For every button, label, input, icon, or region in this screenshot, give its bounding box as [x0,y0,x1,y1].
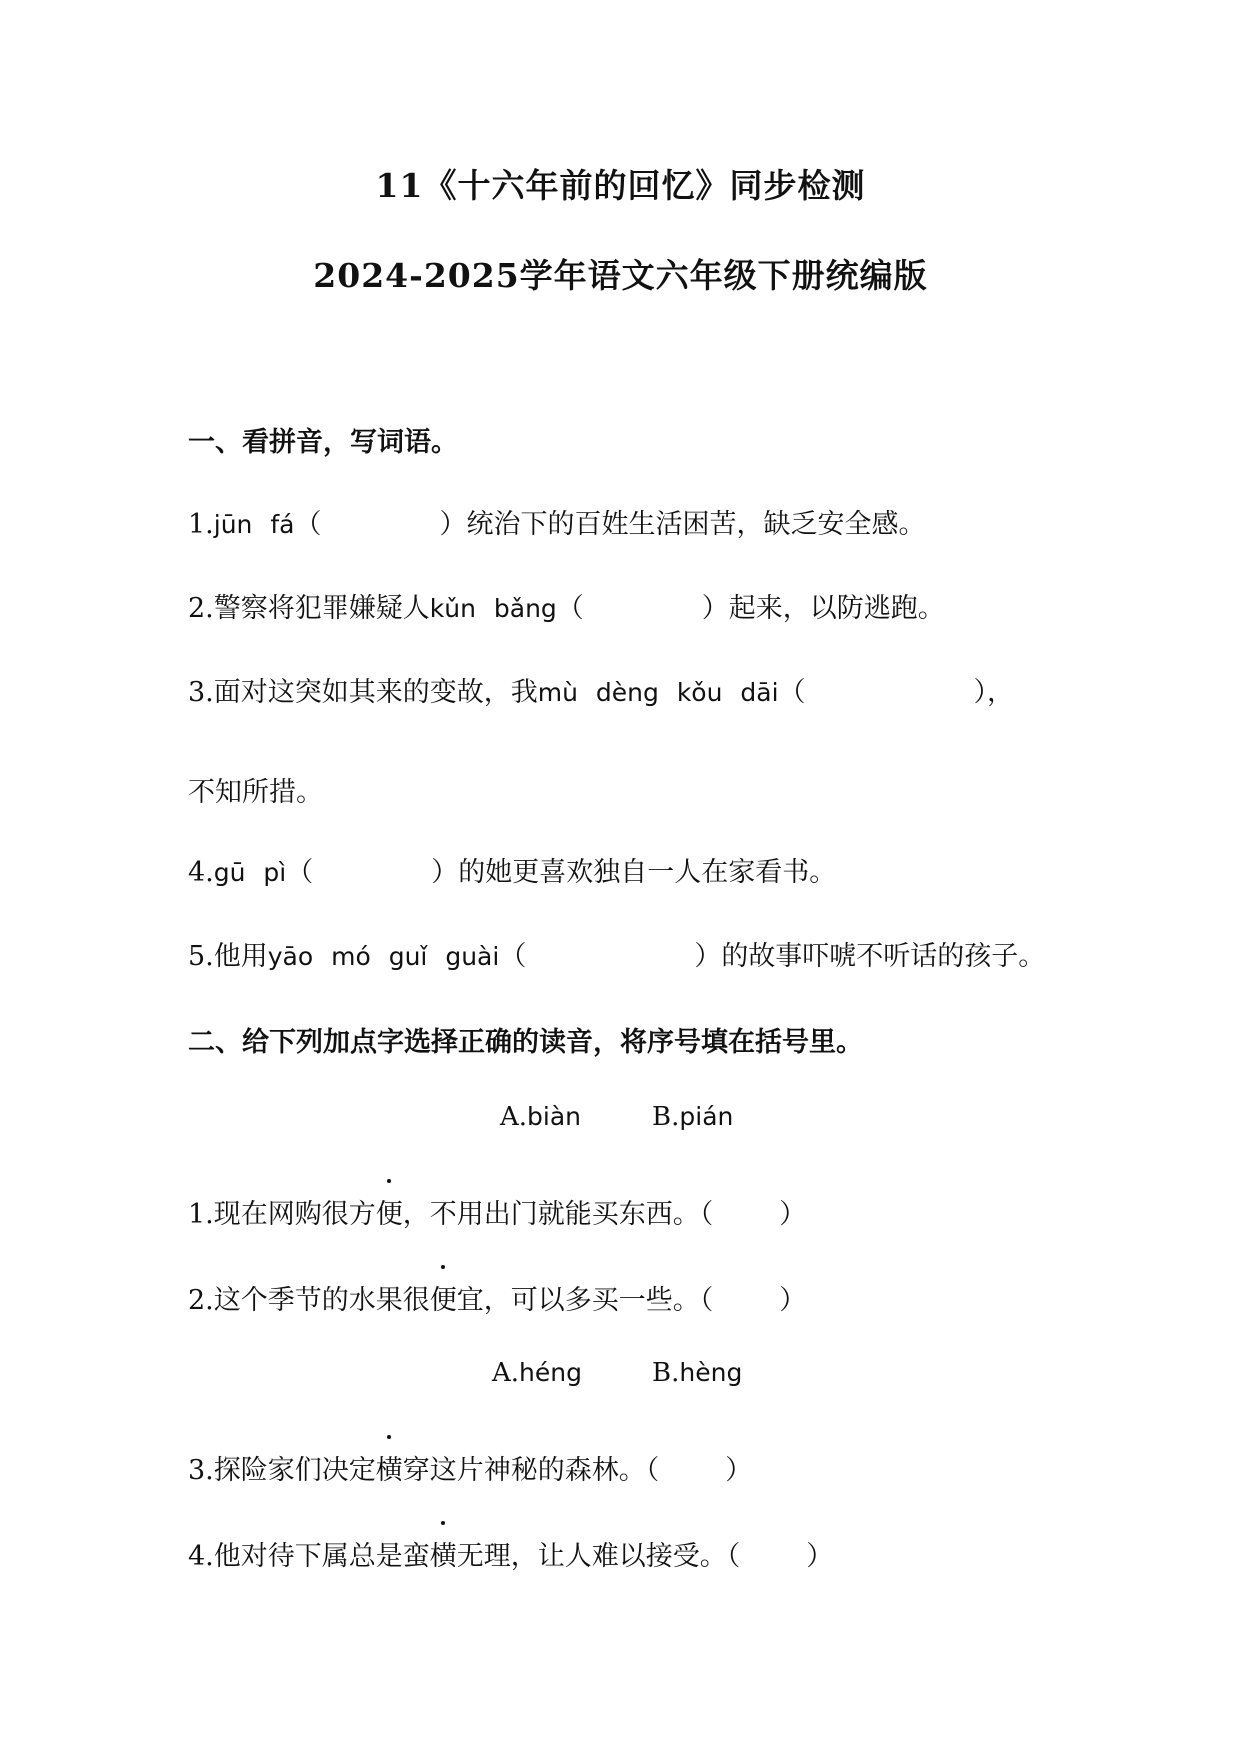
open-paren: （ [556,593,584,624]
option-a [500,1102,581,1132]
option-label: B. [652,1358,680,1388]
close-paren: ） [725,1455,753,1486]
sentence-before: 他对待下属总是蛮 [213,1541,430,1572]
s1-question-3 [188,670,1014,709]
sentence-after: 穿这片神秘的森林。 [402,1455,646,1486]
close-paren: ） [779,1199,807,1230]
open-paren: （ [286,857,314,888]
dotted-character: 横 [376,1448,403,1487]
pinyin-prompt: kǔn bǎng [429,594,557,623]
question-number: 3. [188,1455,214,1486]
sentence-before: 这个季节的水果很 [213,1285,430,1316]
page-subtitle: 2024-2025学年语文六年级下册统编版 [313,256,928,295]
option-b [652,1102,733,1132]
open-paren: （ [699,1285,714,1316]
s1-question-3-continued: 不知所措。 [188,777,323,808]
sentence-after: 起来，以防逃跑。 [728,593,945,624]
sentence-before: 面对这突如其来的变故，我 [213,677,538,708]
option-a [492,1358,582,1388]
s2-question-4 [188,1534,833,1573]
question-number: 4. [188,1541,214,1572]
option-pinyin: héng [519,1358,582,1387]
question-number: 2. [188,593,214,624]
open-paren: （ [726,1541,741,1572]
s1-question-4 [188,850,836,889]
section1-heading: 一、看拼音，写词语。 [188,427,458,458]
sentence-before: 他用 [213,941,268,972]
s1-question-1 [188,502,925,541]
close-paren: ） [779,1285,807,1316]
page-title: 11《十六年前的回忆》同步检测 [375,166,866,205]
dotted-character: 便 [430,1278,457,1317]
pinyin-prompt: mù dèng kǒu dāi [537,678,779,707]
sentence-after: 的故事吓唬不听话的孩子。 [721,941,1046,972]
question-number: 5. [188,941,214,972]
sentence-before: 探险家们决定 [213,1455,376,1486]
option-pinyin: pián [679,1102,734,1131]
close-paren: ） [431,857,459,888]
s1-question-5 [188,934,1045,973]
option-label: A. [492,1358,520,1388]
s1-question-2 [188,586,945,625]
close-paren: ） [806,1541,834,1572]
question-number: 3. [188,677,214,708]
option-label: B. [652,1102,680,1132]
question-number: 1. [188,1199,214,1230]
dotted-character: 横 [430,1534,457,1573]
close-paren: ） [694,941,722,972]
sentence-after: 无理，让人难以接受。 [456,1541,727,1572]
sentence-after: ，不用出门就能买东西。 [402,1199,700,1230]
sentence-after: 宜，可以多买一些。 [456,1285,700,1316]
s2-question-3 [188,1448,752,1487]
question-number: 2. [188,1285,214,1316]
option-pinyin: biàn [527,1102,582,1131]
section2-heading: 二、给下列加点字选择正确的读音，将序号填在括号里。 [188,1027,863,1058]
close-paren: ） [701,593,729,624]
option-label: A. [500,1102,528,1132]
dotted-character: 便 [376,1192,403,1231]
s2-question-2 [188,1278,806,1317]
sentence-before: 警察将犯罪嫌疑人 [213,593,430,624]
sentence-after: 统治下的百姓生活困苦，缺乏安全感。 [466,509,926,540]
question-number: 4. [188,857,214,888]
open-paren: （ [699,1199,714,1230]
option-pinyin: hèng [679,1358,743,1387]
close-paren: ） [439,509,467,540]
pinyin-prompt: yāo mó guǐ guài [267,942,500,971]
question-number: 1. [188,509,214,540]
option-b [652,1358,742,1388]
sentence-before: 现在网购很方 [213,1199,376,1230]
s2-question-1 [188,1192,806,1231]
open-paren: （ [645,1455,660,1486]
pinyin-prompt: jūn fá [213,510,295,539]
sentence-after: 的她更喜欢独自一人在家看书。 [458,857,837,888]
close-paren: ）， [973,677,1015,708]
open-paren: （ [778,677,806,708]
open-paren: （ [499,941,527,972]
pinyin-prompt: gū pì [213,858,287,887]
open-paren: （ [294,509,322,540]
